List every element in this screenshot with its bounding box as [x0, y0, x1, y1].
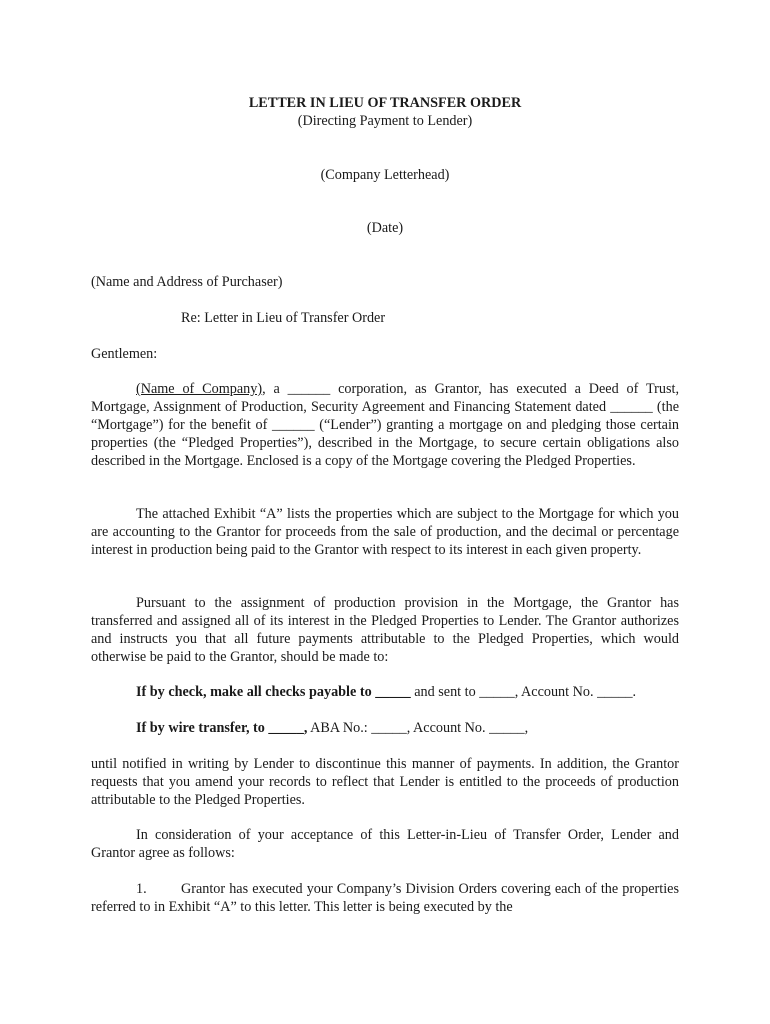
item-number: 1. — [136, 881, 147, 897]
numbered-item-1 — [91, 880, 679, 916]
payment-check-rest: and sent to _____, Account No. _____. — [410, 684, 637, 700]
paragraph-mortgage-intro-text: , a ______ corporation, as Grantor, has executed a Deed of Trust, Mortgage, Assignment of Production, Security Agreement and Financing Statement dated ______ (the “Mortgage”) for the benefit of ______ (“Lender”) granting a mortgage on and pledging those certain properties (the “Pledged Properties”), described in the Mortgage, to secure certain obligations also described in the Mortgage. Enclosed is a copy of the Mortgage covering the Pledged Properties. — [91, 381, 679, 469]
paragraph-mortgage-intro — [91, 380, 679, 470]
company-name-placeholder: (Name of Company) — [136, 381, 263, 397]
item-text: Grantor has executed your Company’s Division Orders covering each of the properties referred to in Exhibit “A” to this letter. This letter is being executed by the — [91, 881, 679, 915]
re-line: Re: Letter in Lieu of Transfer Order — [181, 310, 386, 326]
paragraph-assignment: Pursuant to the assignment of production provision in the Mortgage, the Grantor has transferred and assigned all of its interest in the Pledged Properties to Lender. The Grantor authorizes and instructs you that all future payments attributable to the Pledged Properties, which would otherwise be paid to the Grantor, should be made to: — [91, 595, 679, 665]
date-placeholder: (Date) — [366, 220, 404, 236]
addressee-placeholder: (Name and Address of Purchaser) — [91, 274, 283, 290]
payment-check-bold: If by check, make all checks payable to _____ — [136, 684, 411, 700]
payment-instructions-wire — [136, 719, 696, 737]
salutation: Gentlemen: — [91, 346, 158, 362]
payment-instructions-check — [136, 683, 696, 701]
document-subtitle: (Directing Payment to Lender) — [297, 113, 473, 129]
paragraph-until-notified: until notified in writing by Lender to discontinue this manner of payments. In addition, the Grantor requests that you amend your records to reflect that Lender is entitled to the proceeds of production attributable to the Pledged Properties. — [91, 756, 679, 808]
payment-wire-bold: If by wire transfer, to _____, — [136, 720, 308, 736]
document-title: LETTER IN LIEU OF TRANSFER ORDER — [248, 95, 522, 111]
paragraph-consideration: In consideration of your acceptance of this Letter-in-Lieu of Transfer Order, Lender and Grantor agree as follows: — [91, 827, 679, 861]
letterhead-placeholder: (Company Letterhead) — [320, 167, 450, 183]
payment-wire-rest: ABA No.: _____, Account No. _____, — [307, 720, 529, 736]
paragraph-exhibit-a: The attached Exhibit “A” lists the properties which are subject to the Mortgage for which you are accounting to the Grantor for proceeds from the sale of production, and the decimal or percentage interest in production being paid to the Grantor with respect to its interest in each given property. — [91, 506, 679, 558]
